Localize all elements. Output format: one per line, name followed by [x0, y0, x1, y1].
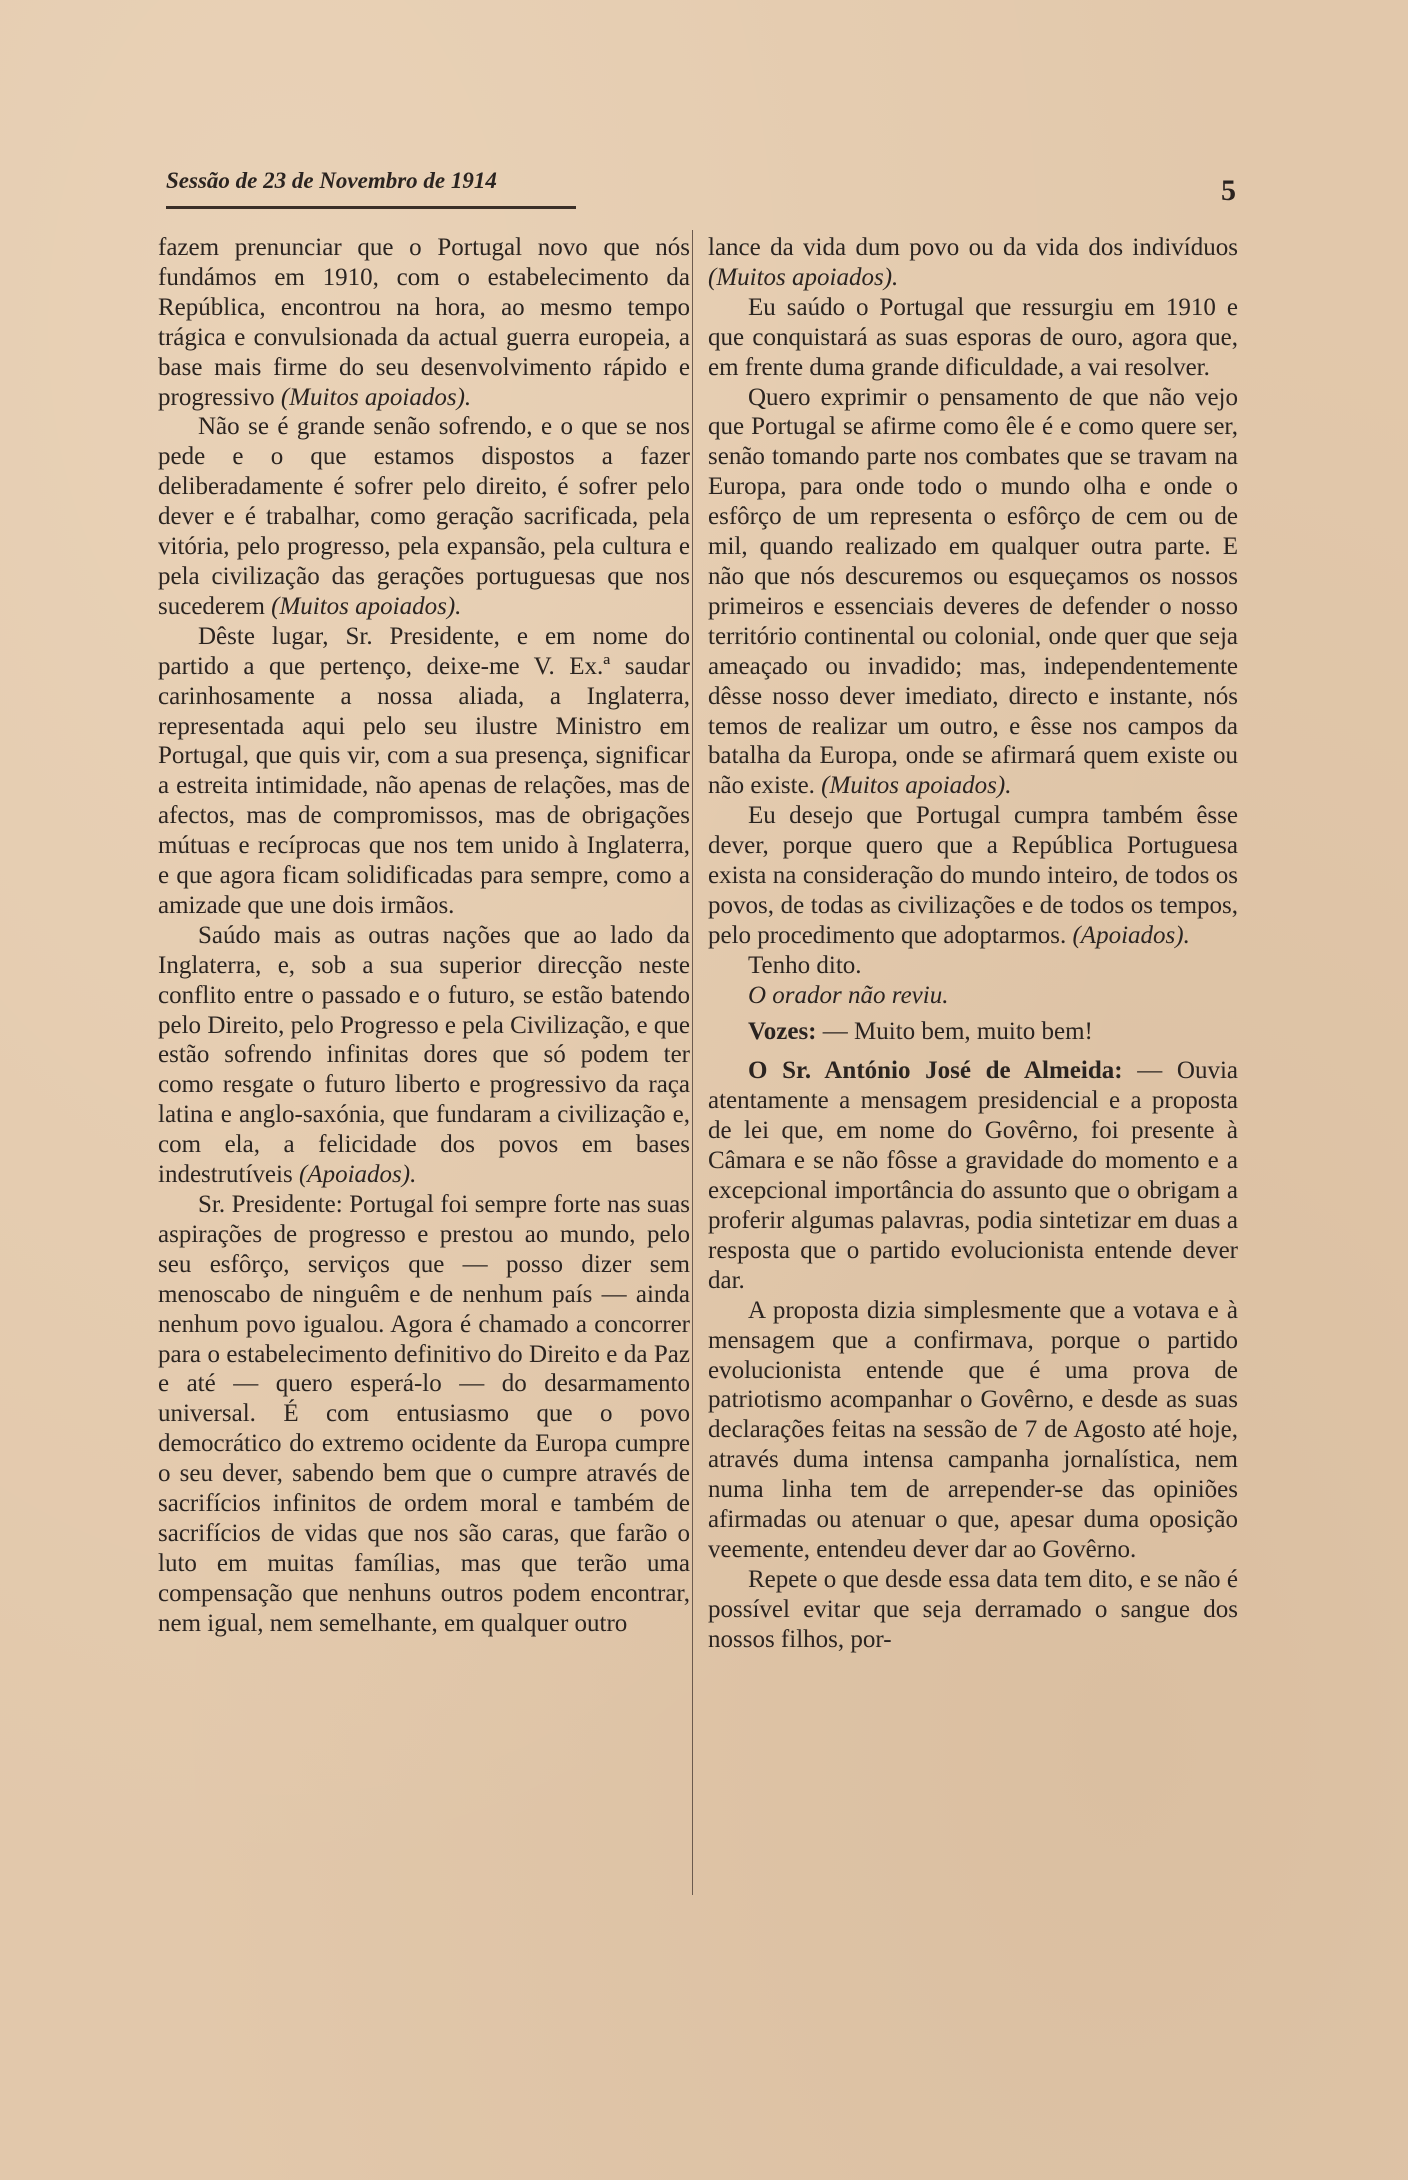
paragraph [708, 293, 1238, 383]
paragraph [708, 1056, 1238, 1295]
paragraph-text: Sr. Presidente: Portugal foi sempre forte nas suas aspirações de progresso e prestou ao mundo, pelo seu esfôrço, serviços que — posso dizer sem menoscabo de ninguêm e de nenhum país — ainda nenhum povo igualou. Agora é chamado a concorrer para o estabelecimento definitivo do Direito e da Paz e até — quero esperá-lo — do desarmamento universal. É com entusiasmo que o povo democrático do extremo ocidente da Europa cumpre o seu dever, sabendo bem que o cumpre através de sacrifícios infinitos de ordem moral e também de sacrifícios de vidas que nos são caras, que farão o luto em muitas famílias, mas que terão uma compensação que nenhuns outros podem encontrar, nem igual, nem semelhante, em qualquer outro [158, 1191, 690, 1637]
paragraph-text: Quero exprimir o pensamento de que não vejo que Portugal se afirme como êle é e como quere ser, senão tomando parte nos combates que se travam na Europa, para onde todo o mundo olha e onde o esfôrço de um representa o esfôrço de cem ou de mil, quando realizado em qualquer outra parte. E não que nós descuremos ou esqueçamos os nossos primeiros e essenciais deveres de defender o nosso território continental ou colonial, onde quer que seja ameaçado ou invadido; mas, independentemente dêsse nosso dever imediato, directo e instante, nós temos de realizar um outro, e êsse nos campos da batalha da Europa, onde se afirmará quem existe ou não existe. [708, 383, 1238, 800]
aside-remark: (Muitos apoiados). [271, 592, 462, 620]
editorial-note: O orador não reviu. [748, 981, 949, 1009]
aside-remark: (Muitos apoiados). [821, 772, 1012, 800]
paragraph-text: lance da vida dum povo ou da vida dos indivíduos [708, 234, 1238, 261]
aside-remark: (Muitos apoiados). [280, 383, 472, 411]
page-header [166, 168, 1236, 216]
paragraph [708, 1565, 1238, 1655]
paragraph [708, 951, 1238, 981]
paragraph-text: Repete o que desde essa data tem dito, e se não é possível evitar que seja derramado o sangue dos nossos filhos, por- [708, 1565, 1238, 1653]
aside-remark: (Muitos apoiados). [708, 263, 899, 291]
right-column [708, 233, 1238, 1655]
paragraph [158, 921, 690, 1190]
column-divider [692, 230, 693, 1895]
paragraph [708, 1296, 1238, 1565]
speaker-label: O Sr. António José de Almeida: [748, 1057, 1123, 1085]
page-number: 5 [1221, 174, 1236, 207]
paragraph [708, 233, 1238, 293]
paragraph [708, 1017, 1238, 1047]
paragraph-text: Eu desejo que Portugal cumpra também êsse dever, porque quero que a República Portuguesa exista na consideração do mundo inteiro, de todos os povos, de todas as civilizações e de todos os tempos, pelo procedimento que adoptarmos. [708, 802, 1238, 949]
paragraph [158, 412, 690, 621]
paragraph-text: — Ouvia atentamente a mensagem presidencial e a proposta de lei que, em nome do Govêrno, foi presente à Câmara e se não fôsse a gravidade do momento e a excepcional importância do assunto que o obrigam a proferir algumas palavras, podia sintetizar em duas a resposta que o partido evolucionista entende dever dar. [708, 1057, 1238, 1294]
paragraph [708, 801, 1238, 951]
speaker-label: Vozes: [748, 1017, 817, 1045]
paragraph-text: Dêste lugar, Sr. Presidente, e em nome do partido a que pertenço, deixe-me V. Ex.ª saudar carinhosamente a nossa aliada, a Inglaterra, representada aqui pelo seu ilustre Ministro em Portugal, que quis vir, com a sua presença, significar a estreita intimidade, não apenas de relações, mas de afectos, mas de compromissos, mas de obrigações mútuas e recíprocas que nos tem unido à Inglaterra, e que agora ficam solidificadas para sempre, como a amizade que une dois irmãos. [158, 622, 690, 919]
paragraph-text: Eu saúdo o Portugal que ressurgiu em 1910 e que conquistará as suas esporas de ouro, agora que, em frente duma grande dificuldade, a vai resolver. [708, 293, 1238, 381]
paragraph [158, 1190, 690, 1639]
paragraph-text: Saúdo mais as outras nações que ao lado da Inglaterra, e, sob a sua superior direcção neste conflito entre o passado e o futuro, se estão batendo pelo Direito, pelo Progresso e pela Civilização, e que estão sofrendo infinitas dores que só podem ter como resgate o futuro liberto e progressivo da raça latina e anglo-saxónia, que fundaram a civilização e, com ela, a felicidade dos povos em bases indestrutíveis [158, 921, 690, 1189]
paragraph-text: — Muito bem, muito bem! [816, 1017, 1093, 1045]
aside-remark: (Apoiados). [1072, 921, 1190, 949]
running-title: Sessão de 23 de Novembro de 1914 [166, 168, 497, 193]
left-column [158, 233, 690, 1639]
paragraph-text: fazem prenunciar que o Portugal novo que nós fundámos em 1910, com o estabelecimento da República, encontrou na hora, ao mesmo tempo trágica e convulsionada da actual guerra europeia, a base mais firme do seu desenvolvimento rápido e progressivo [158, 234, 690, 411]
paragraph [158, 622, 690, 921]
aside-remark: (Apoiados). [298, 1161, 417, 1189]
paragraph-text: A proposta dizia simplesmente que a votava e à mensagem que a confirmava, porque o partido evolucionista entende que é uma prova de patriotismo acompanhar o Govêrno, e desde as suas declarações feitas na sessão de 7 de Agosto até hoje, através duma intensa campanha jornalística, nem numa linha tem de arrepender-se das opiniões afirmadas ou atenuar o que, apesar duma oposição veemente, entendeu dever dar ao Govêrno. [708, 1296, 1238, 1563]
header-rule [166, 206, 576, 209]
paragraph-text: Tenho dito. [748, 951, 862, 979]
paragraph [708, 383, 1238, 802]
paragraph-text: Não se é grande senão sofrendo, e o que se nos pede e o que estamos dispostos a fazer deliberadamente é sofrer pelo direito, é sofrer pelo dever e é trabalhar, como geração sacrificada, pela vitória, pelo progresso, pela expansão, pela cultura e pela civilização das gerações portuguesas que nos sucederem [158, 413, 690, 620]
paragraph [158, 233, 690, 412]
